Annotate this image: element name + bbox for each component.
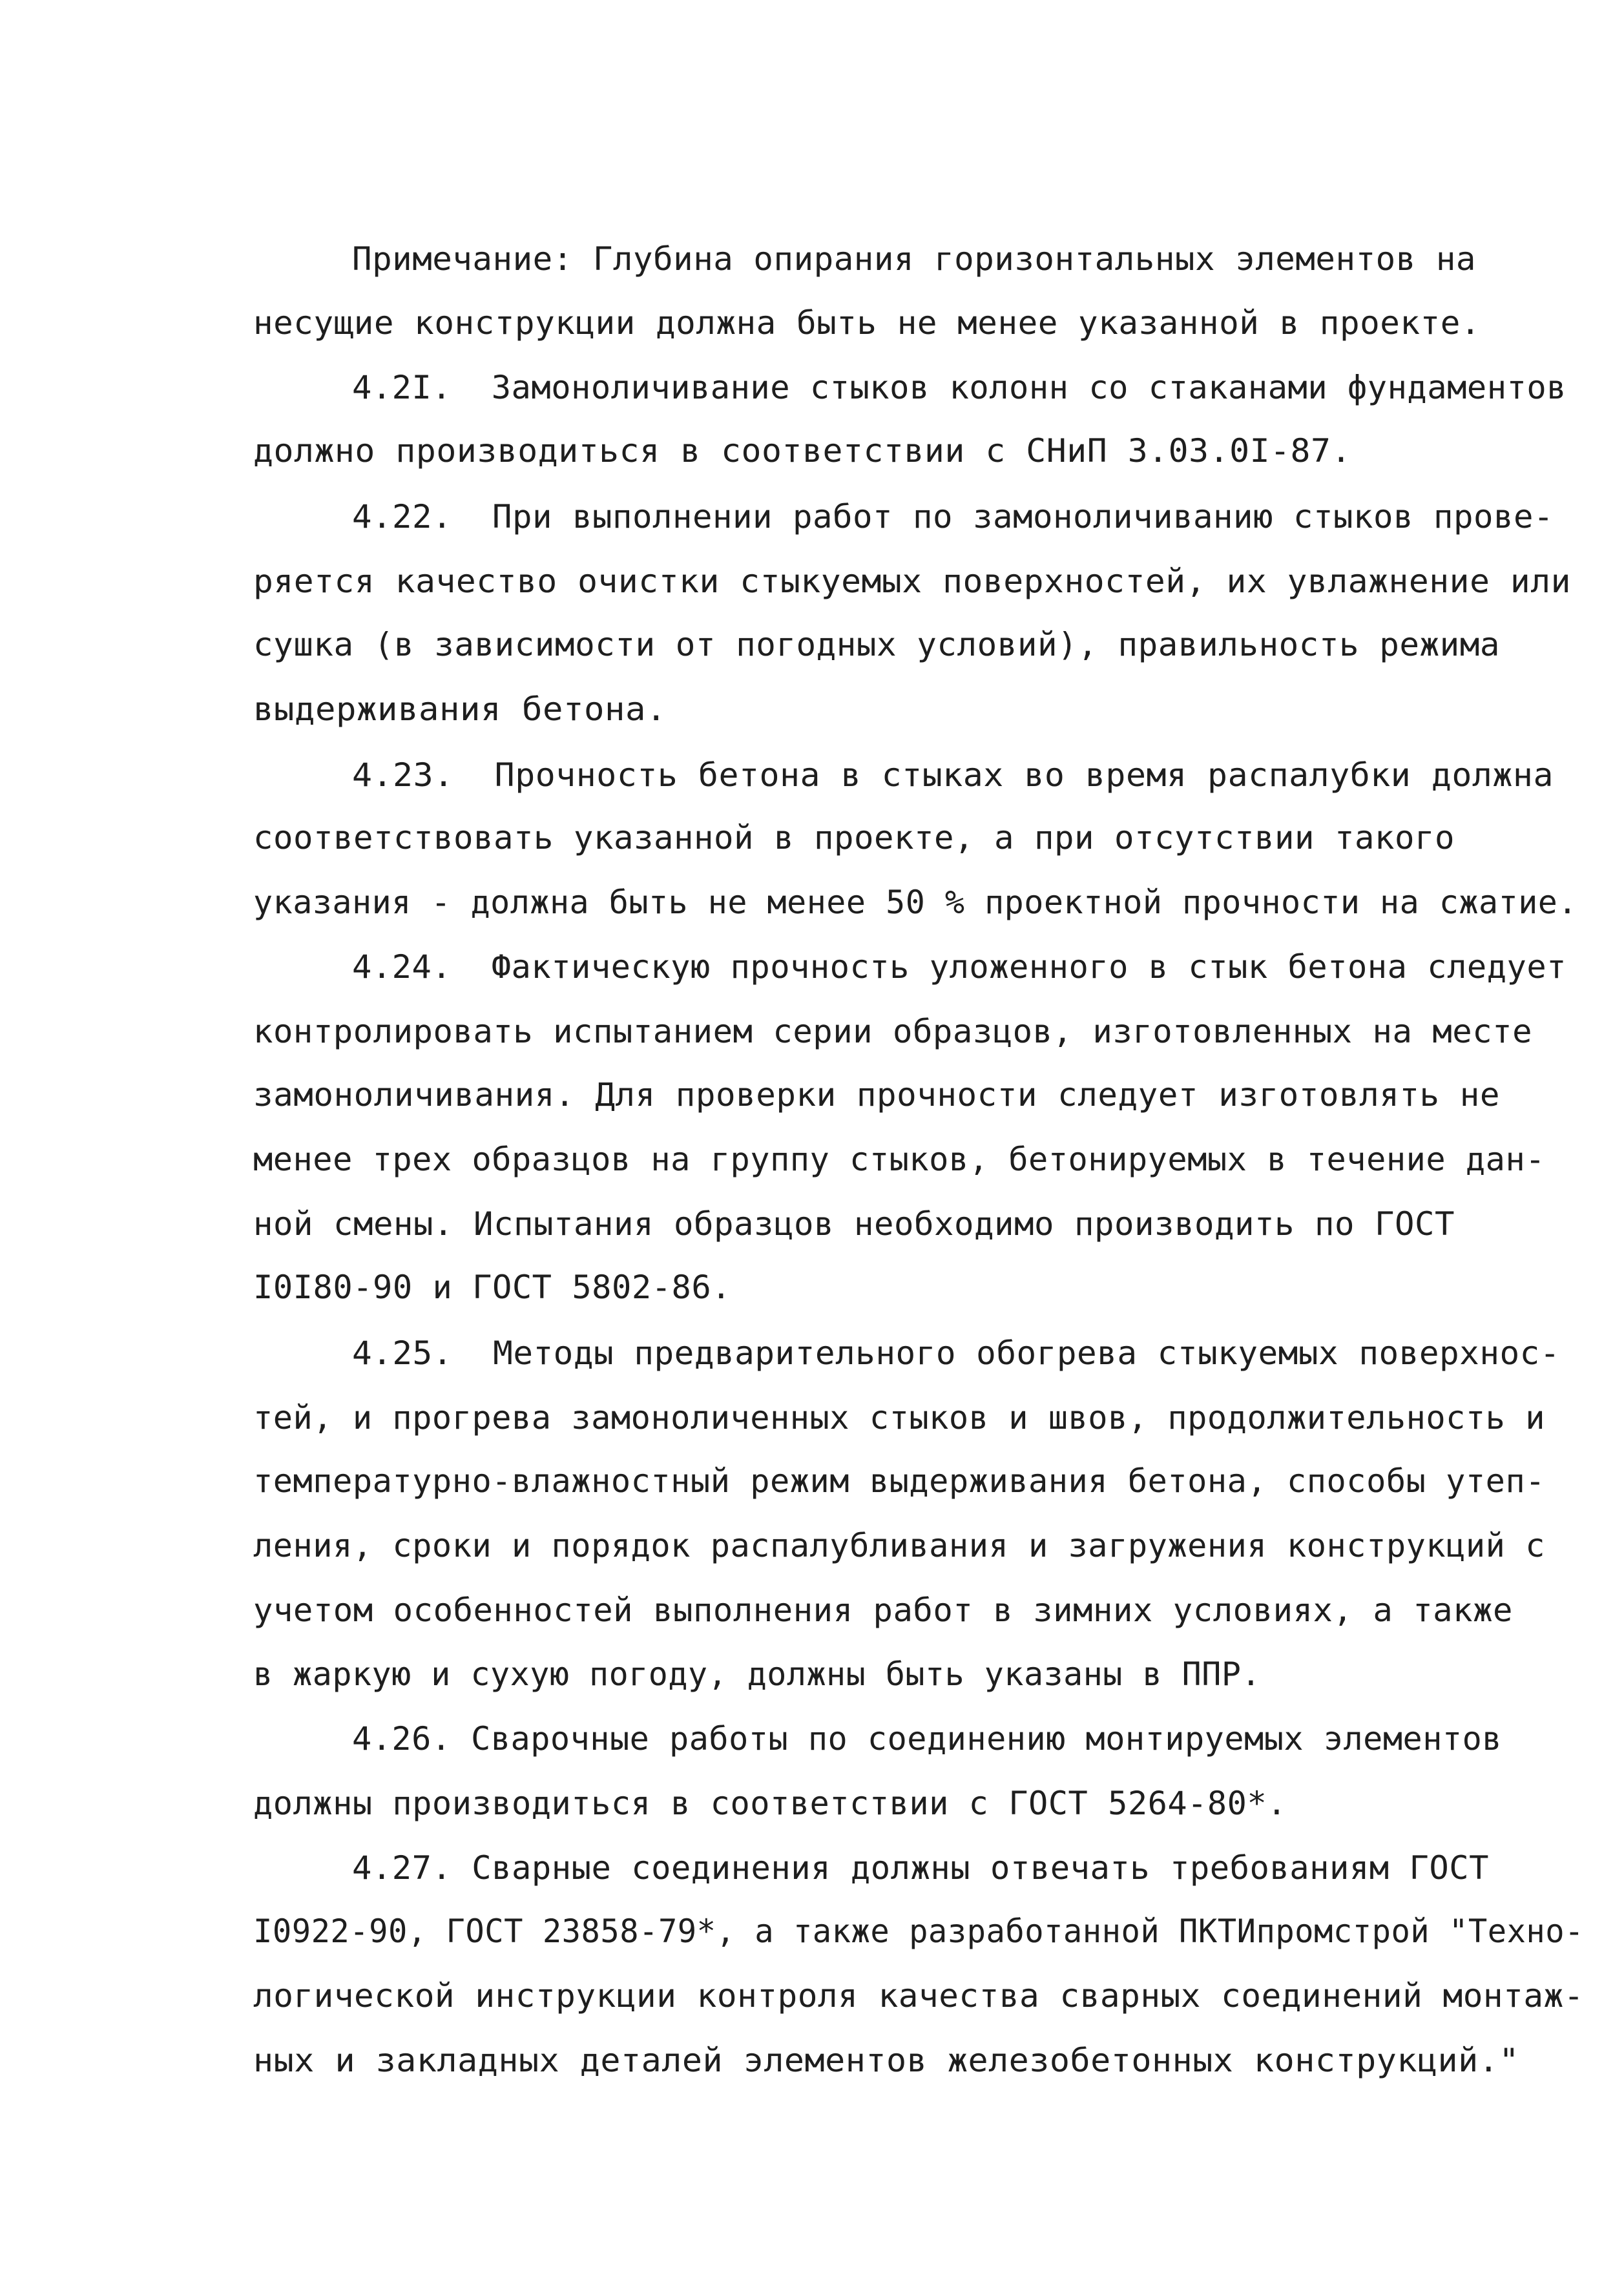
- paragraph-4-21-line-2: должно производиться в соответствии с СНиП 3.03.0I-87.: [253, 432, 1351, 470]
- paragraph-4-25-line-1: 4.25. Методы предварительного обогрева стыкуемых поверхнос-: [352, 1334, 1560, 1372]
- paragraph-4-23-line-3: указания - должна быть не менее 50 % проектной прочности на сжатие.: [253, 884, 1577, 921]
- paragraph-4-24-line-4: менее трех образцов на группу стыков, бетонируемых в течение дан-: [253, 1141, 1545, 1178]
- note-line-1: Примечание: Глубина опирания горизонтальных элементов на: [352, 240, 1476, 278]
- paragraph-4-26-line-1: 4.26. Сварочные работы по соединению монтируемых элементов: [352, 1720, 1502, 1758]
- paragraph-4-25-line-6: в жаркую и сухую погоду, должны быть указаны в ППР.: [253, 1655, 1261, 1693]
- paragraph-4-23-line-2: соответствовать указанной в проекте, а при отсутствии такого: [253, 819, 1455, 856]
- paragraph-4-24-line-3: замоноличивания. Для проверки прочности следует изготовлять не: [253, 1076, 1500, 1114]
- paragraph-4-25-line-3: температурно-влажностный режим выдерживания бетона, способы утеп-: [253, 1462, 1545, 1500]
- paragraph-4-22-line-3: сушка (в зависимости от погодных условий), правильность режима: [253, 626, 1500, 663]
- paragraph-4-22-line-4: выдерживания бетона.: [253, 690, 667, 728]
- paragraph-4-27-line-2: I0922-90, ГОСТ 23858-79*, а также разработанной ПКТИпромстрой "Техно-: [253, 1913, 1584, 1950]
- paragraph-4-27-line-1: 4.27. Сварные соединения должны отвечать требованиям ГОСТ: [352, 1849, 1489, 1887]
- paragraph-4-25-line-4: ления, сроки и порядок распалубливания и загружения конструкций с: [253, 1527, 1545, 1564]
- paragraph-4-25-line-5: учетом особенностей выполнения работ в зимних условиях, а также: [253, 1592, 1513, 1629]
- paragraph-4-21-line-1: 4.2I. Замоноличивание стыков колонн со стаканами фундаментов: [352, 369, 1567, 406]
- paragraph-4-27-line-3: логической инструкции контроля качества сварных соединений монтаж-: [253, 1977, 1584, 2015]
- paragraph-4-27-line-4: ных и закладных деталей элементов железобетонных конструкций.": [253, 2042, 1519, 2079]
- note-line-2: несущие конструкции должна быть не менее указанной в проекте.: [253, 304, 1481, 342]
- paragraph-4-22-line-1: 4.22. При выполнении работ по замоноличиванию стыков прове-: [352, 498, 1554, 535]
- paragraph-4-24-line-1: 4.24. Фактическую прочность уложенного в стык бетона следует: [352, 948, 1567, 986]
- paragraph-4-25-line-2: тей, и прогрева замоноличенных стыков и швов, продолжительность и: [253, 1399, 1545, 1437]
- paragraph-4-22-line-2: ряется качество очистки стыкуемых поверхностей, их увлажнение или: [253, 563, 1571, 600]
- paragraph-4-23-line-1: 4.23. Прочность бетона в стыках во время распалубки должна: [352, 756, 1554, 794]
- paragraph-4-26-line-2: должны производиться в соответствии с ГОСТ 5264-80*.: [253, 1785, 1287, 1822]
- paragraph-4-24-line-5: ной смены. Испытания образцов необходимо производить по ГОСТ: [253, 1205, 1455, 1243]
- paragraph-4-24-line-6: I0I80-90 и ГОСТ 5802-86.: [253, 1269, 731, 1306]
- paragraph-4-24-line-2: контролировать испытанием серии образцов, изготовленных на месте: [253, 1013, 1532, 1050]
